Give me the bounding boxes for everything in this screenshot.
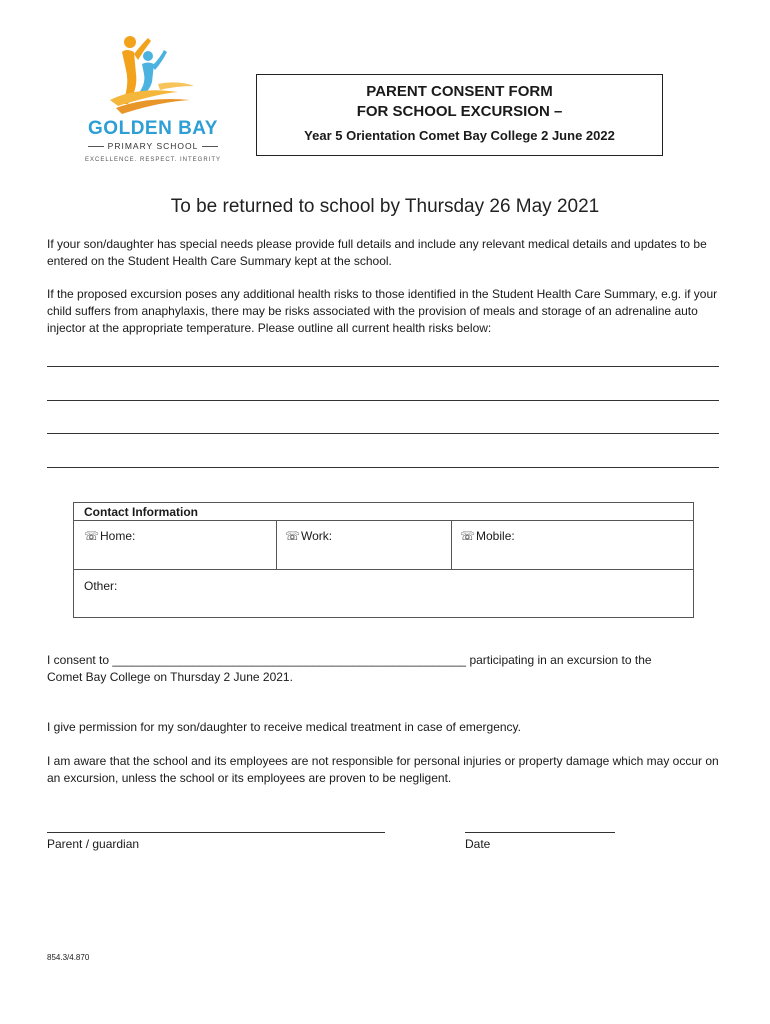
form-title-line1: PARENT CONSENT FORM [366,83,553,100]
parent-guardian-label: Parent / guardian [47,837,140,851]
work-label: Work: [301,529,333,543]
consent-statement [47,652,747,686]
health-risk-line-3[interactable] [47,433,719,434]
work-phone-field[interactable] [285,529,332,543]
table-divider [74,569,693,570]
date-label: Date [465,837,491,851]
consent-prefix: I consent to [47,653,110,667]
other-label: Other: [84,579,118,593]
logo-name: GOLDEN BAY [88,118,218,139]
form-title-box [256,74,663,156]
mobile-label: Mobile: [476,529,515,543]
health-risk-line-1[interactable] [47,366,719,367]
table-divider [451,520,452,569]
health-risks-paragraph: If the proposed excursion poses any additional health risks to those identified in the Student Health Care Summary, e.g. if your child suffers from anaphylaxis, there may be risks associated with the provision of meals and storage of an adrenaline auto injector at the appropriate temperature. Please outline all current health risks below: [47,287,718,335]
document-reference-number: 854.3/4.870 [47,953,90,962]
phone-icon: ☏ [285,529,301,543]
phone-icon: ☏ [84,529,100,543]
health-risk-line-4[interactable] [47,467,719,468]
logo-figures-icon [108,34,198,118]
parent-signature-line[interactable] [47,832,385,833]
contact-heading: Contact Information [84,505,198,519]
logo-school-label: PRIMARY SCHOOL [78,141,228,151]
form-title-line3: Year 5 Orientation Comet Bay College 2 June 2022 [304,128,615,143]
table-divider [276,520,277,569]
home-phone-field[interactable] [84,529,135,543]
liability-statement: I am aware that the school and its employees are not responsible for personal injuries or property damage which may occur on an excursion, unless the school or its employees are proven to be negligent. [47,754,719,785]
return-date-heading: To be returned to school by Thursday 26 May 2021 [170,196,600,217]
other-contact-field[interactable] [84,579,117,593]
form-title-line2: FOR SCHOOL EXCURSION – [356,103,563,120]
medical-permission-statement: I give permission for my son/daughter to receive medical treatment in case of emergency. [47,720,521,734]
phone-icon: ☏ [460,529,476,543]
date-line[interactable] [465,832,615,833]
child-name-blank[interactable]: _____________________________________________________ [112,653,467,667]
table-divider [74,520,693,521]
mobile-phone-field[interactable] [460,529,515,543]
home-label: Home: [100,529,136,543]
school-logo [78,34,228,170]
logo-motto: EXCELLENCE. RESPECT. INTEGRITY [84,157,222,163]
health-risk-line-2[interactable] [47,400,719,401]
consent-suffix: participating in an excursion to the [469,653,652,667]
consent-line2: Comet Bay College on Thursday 2 June 2021. [47,670,293,684]
contact-information-table [73,502,694,618]
special-needs-paragraph: If your son/daughter has special needs please provide full details and include any relevant medical details and updates to be entered on the Student Health Care Summary kept at the school. [47,237,707,268]
